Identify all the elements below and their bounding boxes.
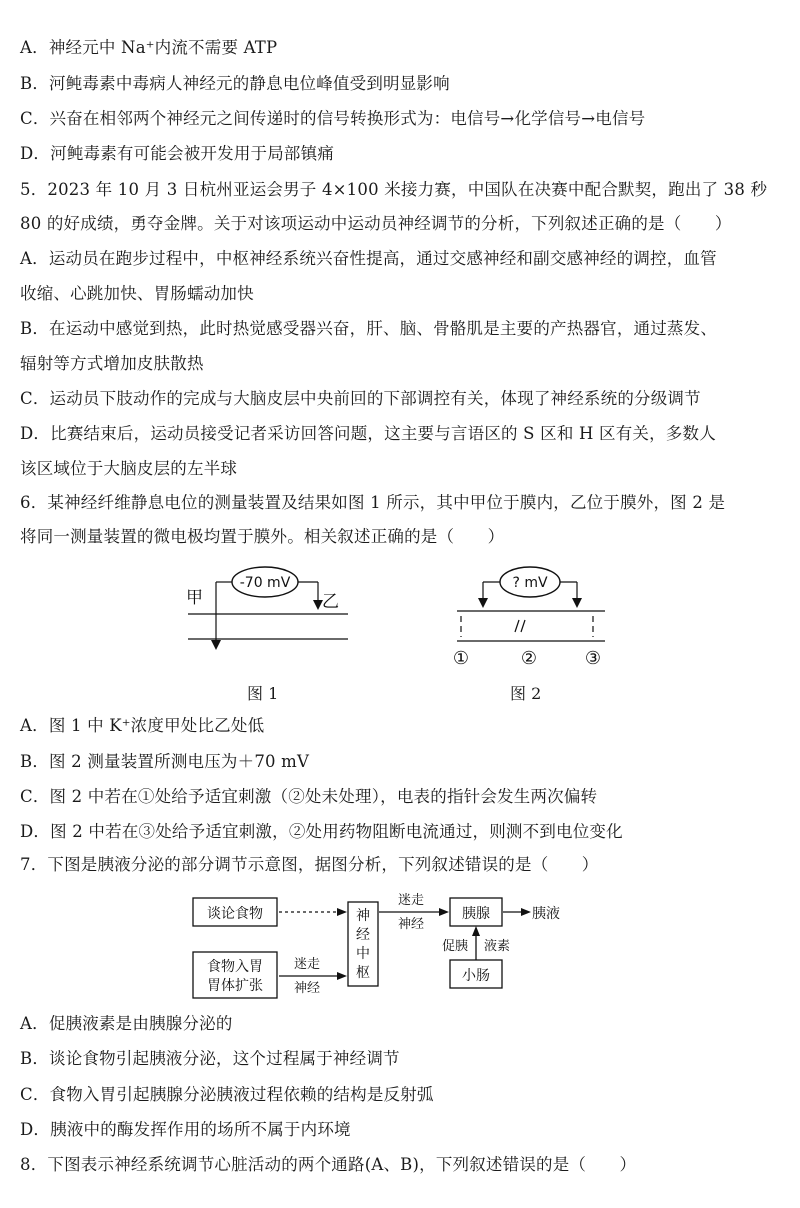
option-6b: B．图 2 测量装置所测电压为＋70 mV [20, 752, 310, 771]
vagus-label-bottom-1: 迷走 [293, 957, 321, 972]
option-4a: A．神经元中 Na⁺内流不需要 ATP [20, 38, 278, 57]
question-6-stem-2: 将同一测量装置的微电极均置于膜外。相关叙述正确的是（ ） [20, 527, 505, 546]
option-4d: D．河鲀毒素有可能会被开发用于局部镇痛 [20, 144, 335, 163]
site-1-label: ① [452, 648, 470, 669]
question-7-stem: 7．下图是胰液分泌的部分调节示意图，据图分析，下列叙述错误的是（ ） [20, 855, 599, 874]
pancreas-box: 胰腺 [462, 906, 490, 922]
nerve-center-char-4: 枢 [356, 965, 370, 981]
food-stomach-line-2: 胃体扩张 [207, 978, 263, 994]
talk-food-box: 谈论食物 [207, 906, 263, 922]
option-6a: A．图 1 中 K⁺浓度甲处比乙处低 [20, 716, 265, 735]
nerve-center-char-3: 中 [356, 946, 370, 962]
figure-2-caption: 图 2 [510, 684, 542, 703]
vagus-label-bottom-2: 神经 [293, 981, 321, 996]
figure-2-diagram [445, 560, 615, 672]
electrode-jia-label: 甲 [186, 588, 203, 608]
option-4c: C．兴奋在相邻两个神经元之间传递时的信号转换形式为：电信号→化学信号→电信号 [20, 109, 646, 128]
option-5a-2: 收缩、心跳加快、胃肠蠕动加快 [20, 284, 254, 303]
electrode-yi-label: 乙 [322, 592, 339, 612]
nerve-center-char-1: 神 [356, 908, 370, 924]
option-6c: C．图 2 中若在①处给予适宜刺激（②处未处理），电表的指针会发生两次偏转 [20, 787, 598, 806]
nerve-center-char-2: 经 [356, 927, 370, 943]
option-5b-2: 辐射等方式增加皮肤散热 [20, 354, 204, 373]
option-5d-1: D．比赛结束后，运动员接受记者采访回答问题，这主要与言语区的 S 区和 H 区有关，多数人 [20, 424, 716, 443]
option-5d-2: 该区域位于大脑皮层的左半球 [20, 459, 238, 478]
question-5-stem-1: 5．2023 年 10 月 3 日杭州亚运会男子 4×100 米接力赛，中国队在决赛中配合默契，跑出了 38 秒 [20, 180, 768, 199]
question-5-stem-2: 80 的好成绩，勇夺金牌。关于对该项运动中运动员神经调节的分析，下列叙述正确的是（ ） [20, 214, 732, 233]
option-5a-1: A．运动员在跑步过程中，中枢神经系统兴奋性提高，通过交感神经和副交感神经的调控，血管 [20, 249, 717, 268]
option-7b: B．谈论食物引起胰液分泌，这个过程属于神经调节 [20, 1049, 400, 1068]
site-3-label: ③ [584, 648, 602, 669]
food-stomach-line-1: 食物入胃 [207, 959, 263, 975]
question-8-stem: 8．下图表示神经系统调节心脏活动的两个通路(A、B)，下列叙述错误的是（ ） [20, 1155, 637, 1174]
pancreas-regulation-diagram [185, 888, 585, 1000]
option-6d: D．图 2 中若在③处给予适宜刺激，②处用药物阻断电流通过，则测不到电位变化 [20, 822, 623, 841]
site-2-label: ② [520, 648, 538, 669]
secretin-label-1: 促胰 [441, 939, 469, 954]
pancreatic-juice-label: 胰液 [532, 906, 560, 922]
question-6-stem-1: 6．某神经纤维静息电位的测量装置及结果如图 1 所示，其中甲位于膜内，乙位于膜外，图 2 是 [20, 493, 726, 512]
vagus-label-top-2: 神经 [397, 917, 425, 932]
secretin-label-2: 液素 [483, 939, 511, 954]
figure-1-caption: 图 1 [247, 684, 279, 703]
option-4b: B．河鲀毒素中毒病人神经元的静息电位峰值受到明显影响 [20, 74, 450, 93]
option-5c: C．运动员下肢动作的完成与大脑皮层中央前回的下部调控有关，体现了神经系统的分级调节 [20, 389, 701, 408]
figure-1-meter-reading: -70 mV [239, 575, 291, 591]
option-7a: A．促胰液素是由胰腺分泌的 [20, 1014, 233, 1033]
option-5b-1: B．在运动中感觉到热，此时热觉感受器兴奋，肝、脑、骨骼肌是主要的产热器官，通过蒸发、 [20, 319, 718, 338]
figure-1-diagram [180, 560, 350, 660]
figure-2-meter-reading: ? mV [512, 575, 548, 591]
option-7d: D．胰液中的酶发挥作用的场所不属于内环境 [20, 1120, 351, 1139]
vagus-label-top-1: 迷走 [397, 893, 425, 908]
small-intestine-box: 小肠 [462, 968, 490, 984]
option-7c: C．食物入胃引起胰腺分泌胰液过程依赖的结构是反射弧 [20, 1085, 434, 1104]
